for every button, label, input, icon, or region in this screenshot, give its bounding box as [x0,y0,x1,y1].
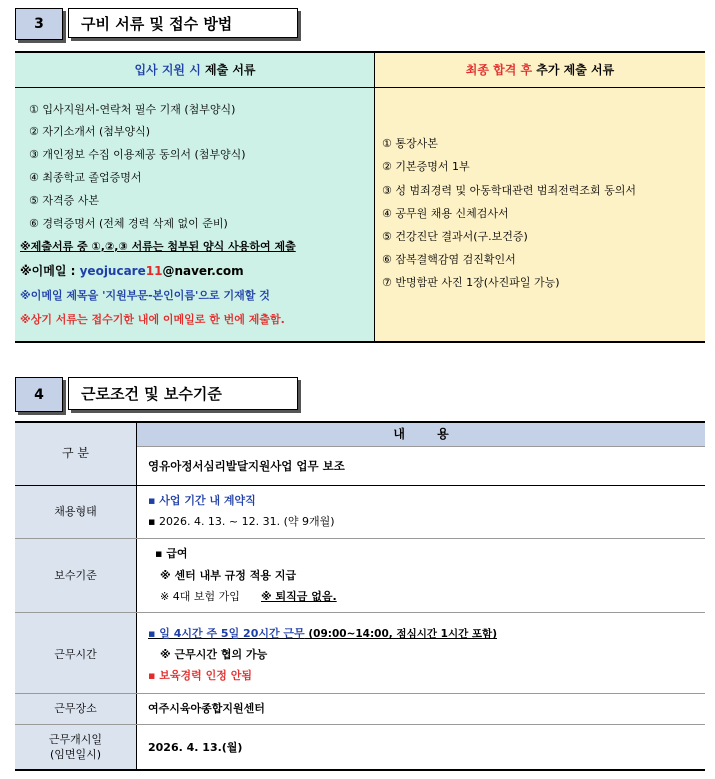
section-4-number: 4 [15,377,63,412]
row-label-appointment-date: (임면일시) [49,748,102,761]
s4-content-title: 영유아정서심리발달지원사업 업무 보조 [148,459,345,473]
s3-left-item-5: ⑤ 자격증 사본 [29,194,99,207]
work-place-value: 여주시육아종합지원센터 [148,702,265,715]
s3-right-header-emph: 최종 합격 후 [465,63,533,77]
s3-right-item-4: ④ 공무원 채용 신체검사서 [382,207,509,220]
employment-period: ▪ 2026. 4. 13. ~ 12. 31. (약 9개월) [148,515,335,528]
s3-left-item-1: ① 입사지원서-연락처 필수 기재 (첨부양식) [29,103,236,116]
work-hours-no-childcare-career: ▪ 보육경력 인정 안됨 [148,669,252,682]
work-hours-days: ▪ 일 4시간 주 5일 20시간 근무 [148,627,305,640]
employment-contract: ▪ 사업 기간 내 계약직 [148,494,256,507]
s3-left-header: 입사 지원 시 제출 서류 [134,63,256,77]
s3-right-item-1: ① 통장사본 [382,137,438,150]
section-4-title: 근로조건 및 보수기준 [68,377,298,410]
row-label-start-date: 근무개시일 [48,733,103,746]
email-number: 11 [145,264,163,278]
pay-no-severance: ※ 퇴직금 없음. [261,590,337,603]
s3-right-item-3: ③ 성 범죄경력 및 아동학대관련 범죄전력조회 동의서 [382,184,636,197]
row-label-pay-standard: 보수기준 [54,569,97,582]
email-id: yeojucare [79,264,146,278]
s3-right-item-2: ② 기본증명서 1부 [382,160,470,173]
work-hours-time: (09:00~14:00, 점심시간 1시간 포함) [304,628,497,640]
s4-label-column-bg [15,422,136,770]
s3-left-item-6: ⑥ 경력증명서 (전체 경력 삭제 없이 준비) [29,217,228,230]
start-date-value: 2026. 4. 13.(월) [148,741,243,754]
work-hours-main [148,627,497,641]
s3-note-subject: ※이메일 제목을 '지원부문-본인이름'으로 기재할 것 [20,289,270,302]
work-hours-negotiable: ※ 근무시간 협의 가능 [160,648,268,661]
pay-salary: ▪ 급여 [155,547,188,560]
s3-note-submit: ※상기 서류는 접수기한 내에 이메일로 한 번에 제출함. [20,313,285,326]
section-3-number: 3 [15,8,63,40]
pay-internal-rule: ※ 센터 내부 규정 적용 지급 [160,569,297,582]
row-label-work-hours: 근무시간 [54,648,97,661]
s4-header-division: 구 분 [62,446,89,460]
s3-left-header-emph: 입사 지원 시 [134,63,201,77]
s3-email: ※이메일 : yeojucare11@naver.com [20,264,244,278]
s3-left-item-2: ② 자기소개서 (첨부양식) [29,125,151,138]
s3-note-form: ※제출서류 중 ①,②,③ 서류는 첨부된 양식 사용하여 제출 [20,240,296,253]
row-label-work-place: 근무장소 [54,702,97,715]
pay-insurance: ※ 4대 보험 가입 [160,590,240,603]
s3-left-item-4: ④ 최종학교 졸업증명서 [29,171,142,184]
s3-right-item-7: ⑦ 반명함판 사진 1장(사진파일 가능) [382,276,560,289]
s4-header-content: 내 용 [393,427,449,441]
row-label-employment-type: 채용형태 [54,505,97,518]
s3-right-item-6: ⑥ 잠복결핵감염 검진확인서 [382,253,516,266]
s3-right-item-5: ⑤ 건강진단 결과서(구.보건증) [382,230,528,243]
s3-left-item-3: ③ 개인정보 수집 이용제공 동의서 (첨부양식) [29,148,246,161]
section-3-title: 구비 서류 및 접수 방법 [68,8,298,38]
s3-right-header: 최종 합격 후 추가 제출 서류 [465,63,615,77]
